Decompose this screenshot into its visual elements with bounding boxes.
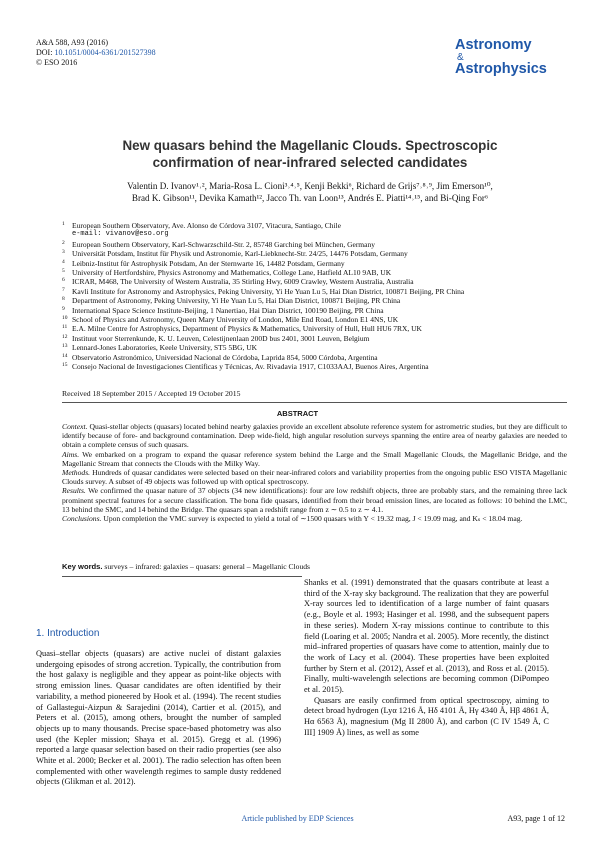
affiliation-text: University of Hertfordshire, Physics Astronomy and Mathematics, College Lane, Hatfield AL10 9AB, UK (72, 268, 392, 278)
affiliation-list (62, 221, 567, 372)
section-heading: 1. Introduction (36, 628, 100, 639)
affiliation-item (62, 249, 567, 258)
publisher-note[interactable]: Article published by EDP Sciences (241, 814, 354, 823)
affiliation-number: 9 (62, 305, 65, 312)
affiliation-number: 7 (62, 286, 65, 293)
affiliation-text: European Southern Observatory, Karl-Schwarzschild-Str. 2, 85748 Garching bei München, Germany (72, 239, 375, 249)
affiliation-number: 2 (62, 239, 65, 246)
affiliation-text: Observatorio Astronómico, Universidad Nacional de Córdoba, Laprida 854, 5000 Córdoba, Argentina (72, 352, 378, 362)
affiliation-item (62, 324, 567, 333)
intro-paragraph-1: Quasi–stellar objects (quasars) are active nuclei of distant galaxies undergoing episodes of strong accretion. Typically, the contribution from the host galaxy is negligible and they appear as point-like objects with strong emission lines. Quasar candidates are often identified by their variability, a method pioneered by Hook et al. (1994). The recent studies of Gallastegui-Aizpun & Sarajedini (2014), Cartier et al. (2015), and Peters et al. (2015), among others, brought the number of sampled objects up to many thousands. Precise space-based photometry was also used (the Kepler mission; Shaya et al. 2015). Gregg et al. (1996) reported a large quasar selection based on their radio properties (see also White et al. 2000; Becker et al. 2001). The radio selection has often been complemented with other wavelength regimes to sample dusty reddened objects (Glikman et al. 2012). (36, 649, 281, 787)
affiliation-item (62, 240, 567, 249)
abstract-heading: ABSTRACT (276, 409, 319, 418)
doi-link[interactable]: 10.1051/0004-6361/201527398 (54, 48, 156, 57)
affiliation-item (62, 259, 567, 268)
affiliation-number: 5 (62, 268, 65, 275)
abstract-body (62, 422, 567, 523)
affiliation-item (62, 334, 567, 343)
page-number: A93, page 1 of 12 (507, 814, 565, 823)
affiliation-item (62, 343, 567, 352)
abstract-methods: Methods. Hundreds of quasar candidates were selected based on their near-infrared colors and variability properties from the ongoing public ESO VISTA Magellanic Clouds survey. A subset of 49 objects was followed up with optical spectroscopy. (62, 468, 567, 487)
affiliation-item (62, 315, 567, 324)
abstract-context: Context. Quasi-stellar objects (quasars) located behind nearby galaxies provide an excellent absolute reference system for astrometric studies, but they are difficult to identify because of fore- and background contamination. Deep wide-field, high angular resolution surveys spanning the entire area of nearby galaxies are needed to obtain a complete census of such quasars. (62, 422, 567, 450)
affiliation-text: Universität Potsdam, Institut für Physik und Astronomie, Karl-Liebknecht-Str. 24/25, 14476 Potsdam, Germany (72, 249, 408, 259)
doi-line: DOI: 10.1051/0004-6361/201527398 (36, 48, 156, 57)
body-column-left (36, 649, 281, 788)
affiliation-text: Department of Astronomy, Peking University, Yi He Yuan Lu 5, Hai Dian District, 100871 Beijing, PR China (72, 296, 401, 306)
affiliation-number: 10 (62, 315, 68, 322)
affiliation-item (62, 287, 567, 296)
journal-reference: A&A 588, A93 (2016) (36, 38, 108, 47)
affiliation-number: 1 (62, 221, 65, 227)
body-column-right (304, 578, 549, 739)
affiliation-text: Consejo Nacional de Investigaciones Científicas y Técnicas, Av. Rivadavia 1917, C1033AAJ, Buenos Aires, Argentina (72, 362, 429, 372)
affiliation-number: 11 (62, 324, 68, 331)
affiliation-item (62, 221, 567, 230)
divider (62, 576, 302, 577)
affiliation-text: Kavli Institute for Astronomy and Astrophysics, Peking University, Yi He Yuan Lu 5, Hai Dian District, 100871 Beijing, PR China (72, 286, 465, 296)
intro-paragraph-2: Shanks et al. (1991) demonstrated that the quasars contribute at least a third of the X-ray sky background. The realization that they are powerful X-ray sources led to identification of a large number of faint quasars (e.g., Boyle et al. 1993; Hasinger et al. 1998, and the subsequent papers in these series). Modern X-ray missions continue to contribute to this field (Loaring et al. 2005; Nandra et al. 2005). More recently, the distinct mid–infrared properties of quasars have come to attention, mainly due to the work of Lacy et al. (2004). These properties have been exploited further by Stern et al. (2012), Assef et al. (2013), and Ross et al. (2015). Finally, multi-wavelength selections are becoming common (DiPompeo et al. 2015). (304, 578, 549, 695)
logo-ampersand: & (457, 52, 464, 63)
affiliation-text: E.A. Milne Centre for Astrophysics, Department of Physics & Mathematics, University of Hull, Hull HU6 7RX, UK (72, 324, 422, 334)
divider (62, 402, 567, 403)
affiliation-item (62, 362, 567, 371)
affiliation-item (62, 306, 567, 315)
affiliation-item (62, 277, 567, 286)
copyright: © ESO 2016 (36, 58, 78, 67)
keywords: Key words. surveys – infrared: galaxies – quasars: general – Magellanic Clouds (62, 562, 311, 571)
contact-email[interactable]: e-mail: vivanov@eso.org (72, 230, 169, 239)
abstract-conclusions: Conclusions. Upon completion the VMC survey is expected to yield a total of ∼1500 quasars with Y < 19.32 mag, J < 19.09 mag, and Kₛ < 18.04 mag. (62, 514, 523, 524)
affiliation-text: School of Physics and Astronomy, Queen Mary University of London, Mile End Road, London E1 4NS, UK (72, 315, 399, 325)
abstract-aims: Aims. We embarked on a program to expand the quasar reference system behind the Large and the Small Magellanic Clouds, the Magellanic Bridge, and the Magellanic Stream that connects the Clouds with the Milky Way. (62, 449, 567, 468)
affiliation-number: 6 (62, 277, 65, 284)
affiliation-number: 3 (62, 249, 65, 256)
affiliation-text: Instituut voor Sterrenkunde, K. U. Leuven, Celestijnenlaan 200D bus 2401, 3001 Leuven, Belgium (72, 333, 370, 343)
journal-header (36, 38, 156, 68)
affiliation-item (62, 353, 567, 362)
author-list: Valentin D. Ivanov¹˒², Maria-Rosa L. Cioni³˒⁴˒⁵, Kenji Bekki⁶, Richard de Grijs⁷˒⁸˒⁹, Jim Emerson¹⁰, Brad K. Gibson¹¹, Devika Kamath¹², Jacco Th. van Loon¹³, Andrés E. Piatti¹⁴˒¹⁵, and Bi-Qing For⁶ (127, 181, 493, 204)
affiliation-number: 12 (62, 333, 68, 340)
journal-logo (455, 38, 565, 76)
affiliation-number: 13 (62, 343, 68, 350)
affiliation-number: 14 (62, 352, 68, 359)
intro-paragraph-3: Quasars are easily confirmed from optical spectroscopy, aiming to detect broad hydrogen (Lyα 1216 Å, Hδ 4101 Å, Hγ 4340 Å, Hβ 4861 Å, Hα 6563 Å), magnesium (Mg II 2800 Å), and carbon (C IV 1549 Å, C III] 1909 Å) lines, as well as some (304, 695, 549, 737)
paper-title: New quasars behind the Magellanic Clouds. Spectroscopic confirmation of near-infrared selected candidates (122, 138, 498, 170)
received-dates: Received 18 September 2015 / Accepted 19 October 2015 (62, 389, 241, 398)
affiliation-number: 15 (62, 362, 68, 369)
affiliation-text: Leibniz-Institut für Astrophysik Potsdam, An der Sternwarte 16, 14482 Potsdam, Germany (72, 258, 345, 268)
affiliation-text: European Southern Observatory, Ave. Alonso de Córdova 3107, Vitacura, Santiago, Chile (72, 221, 341, 230)
logo-line-2: Astrophysics (455, 61, 547, 77)
affiliation-number: 8 (62, 296, 65, 303)
affiliation-number: 4 (62, 258, 65, 265)
affiliation-text: Lennard-Jones Laboratories, Keele University, ST5 5BG, UK (72, 343, 258, 353)
abstract-results: Results. We confirmed the quasar nature of 37 objects (34 new identifications): four are low redshift objects, three are probably stars, and the remaining three lack prominent spectral features for a secure classification. The bona fide quasars, identified from their broad emission lines, are located as follows: 10 behind the LMC, 13 behind the SMC, and 14 behind the Bridge. The quasars span a redshift range from z ∼ 0.5 to z ∼ 4.1. (62, 486, 567, 514)
affiliation-text: ICRAR, M468, The University of Western Australia, 35 Stirling Hwy, 6009 Crawley, Western Australia, Australia (72, 277, 414, 287)
affiliation-text: International Space Science Institute-Beijing, 1 Nanertiao, Hai Dian District, 100190 Beijing, PR China (72, 305, 384, 315)
logo-line-1: Astronomy (455, 37, 532, 53)
affiliation-item (62, 296, 567, 305)
affiliation-item (62, 230, 567, 239)
affiliation-item (62, 268, 567, 277)
affiliation-number (62, 230, 72, 239)
